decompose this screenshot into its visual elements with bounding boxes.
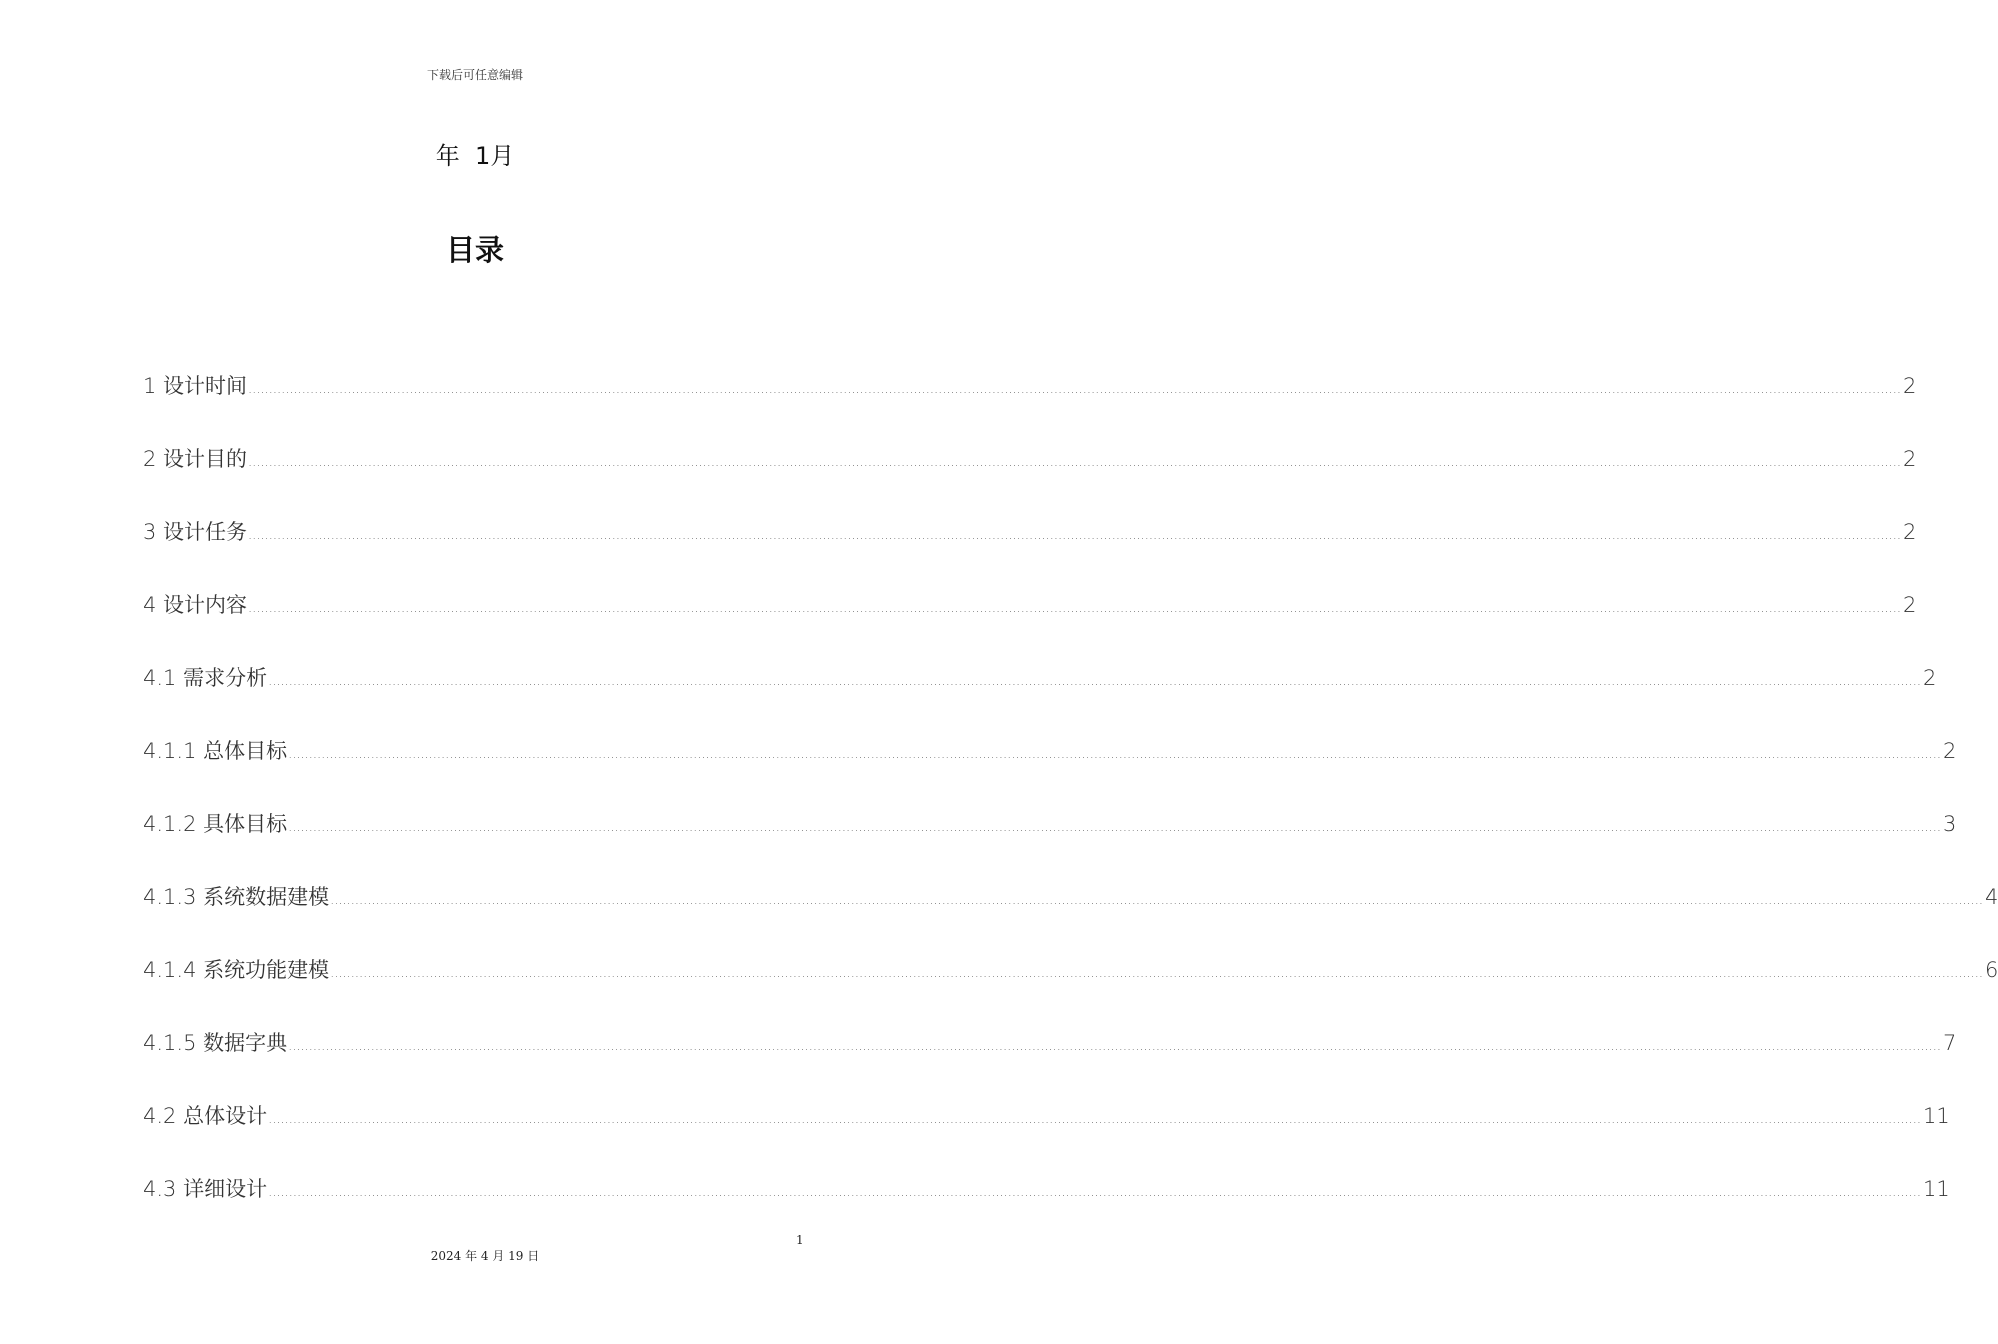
toc-entry-label: 1 设计时间 — [143, 374, 248, 398]
toc-dot-leader: ................................................................................................................................................................................................................................................................................................................................................................................................................ — [248, 601, 1901, 616]
toc-entry-page: 2 — [1902, 374, 1917, 398]
toc-dot-leader: ................................................................................................................................................................................................................................................................................................................................................................................................................ — [330, 893, 1984, 908]
toc-entry[interactable] — [143, 662, 1937, 735]
toc-entry-page: 2 — [1943, 739, 1957, 763]
toc-entry-page: 2 — [1902, 447, 1917, 471]
toc-entry-label: 4.1.3 系统数据建模 — [143, 885, 330, 909]
toc-entry[interactable] — [143, 589, 1917, 662]
toc-entry-label: 4 设计内容 — [143, 593, 248, 617]
toc-dot-leader: ................................................................................................................................................................................................................................................................................................................................................................................................................ — [248, 382, 1901, 397]
toc-dot-leader: ................................................................................................................................................................................................................................................................................................................................................................................................................ — [330, 966, 1984, 981]
date-line: 年 1月 — [435, 142, 515, 170]
toc-dot-leader: ................................................................................................................................................................................................................................................................................................................................................................................................................ — [248, 528, 1901, 543]
toc-entry-label: 4.1.2 具体目标 — [143, 812, 288, 836]
table-of-contents — [143, 370, 1998, 1246]
toc-dot-leader: ................................................................................................................................................................................................................................................................................................................................................................................................................ — [288, 1039, 1942, 1054]
toc-entry-label: 2 设计目的 — [143, 447, 248, 471]
toc-entry[interactable] — [143, 370, 1917, 443]
page-number: 1 — [796, 1233, 804, 1247]
toc-entry-label: 4.2 总体设计 — [143, 1104, 268, 1128]
toc-entry[interactable] — [143, 1173, 1950, 1246]
toc-entry[interactable] — [143, 881, 1998, 954]
toc-entry-page: 7 — [1943, 1031, 1957, 1055]
toc-dot-leader: ................................................................................................................................................................................................................................................................................................................................................................................................................ — [268, 1112, 1922, 1127]
toc-entry[interactable] — [143, 954, 1998, 1027]
toc-entry[interactable] — [143, 1027, 1957, 1100]
toc-entry-page: 11 — [1923, 1104, 1950, 1128]
toc-entry[interactable] — [143, 1100, 1950, 1173]
toc-dot-leader: ................................................................................................................................................................................................................................................................................................................................................................................................................ — [268, 674, 1922, 689]
toc-entry-page: 2 — [1902, 520, 1917, 544]
toc-dot-leader: ................................................................................................................................................................................................................................................................................................................................................................................................................ — [288, 747, 1942, 762]
toc-dot-leader: ................................................................................................................................................................................................................................................................................................................................................................................................................ — [288, 820, 1942, 835]
toc-title: 目录 — [445, 233, 504, 267]
header-note: 下载后可任意编辑 — [426, 68, 523, 82]
toc-entry-label: 3 设计任务 — [143, 520, 248, 544]
toc-entry-label: 4.3 详细设计 — [143, 1177, 268, 1201]
toc-entry-label: 4.1.4 系统功能建模 — [143, 958, 330, 982]
toc-entry-page: 6 — [1985, 958, 1998, 982]
toc-entry-label: 4.1.1 总体目标 — [143, 739, 288, 763]
toc-entry-page: 2 — [1902, 593, 1917, 617]
toc-entry[interactable] — [143, 516, 1917, 589]
toc-entry-page: 2 — [1923, 666, 1937, 690]
toc-entry-page: 11 — [1923, 1177, 1950, 1201]
toc-entry-label: 4.1 需求分析 — [143, 666, 268, 690]
toc-entry[interactable] — [143, 443, 1917, 516]
toc-dot-leader: ................................................................................................................................................................................................................................................................................................................................................................................................................ — [248, 455, 1901, 470]
toc-entry-page: 4 — [1985, 885, 1998, 909]
toc-dot-leader: ................................................................................................................................................................................................................................................................................................................................................................................................................ — [268, 1185, 1922, 1200]
footer-date: 2024 年 4 月 19 日 — [430, 1249, 540, 1263]
toc-entry-label: 4.1.5 数据字典 — [143, 1031, 288, 1055]
toc-entry-page: 3 — [1943, 812, 1957, 836]
toc-entry[interactable] — [143, 808, 1957, 881]
toc-entry[interactable] — [143, 735, 1957, 808]
